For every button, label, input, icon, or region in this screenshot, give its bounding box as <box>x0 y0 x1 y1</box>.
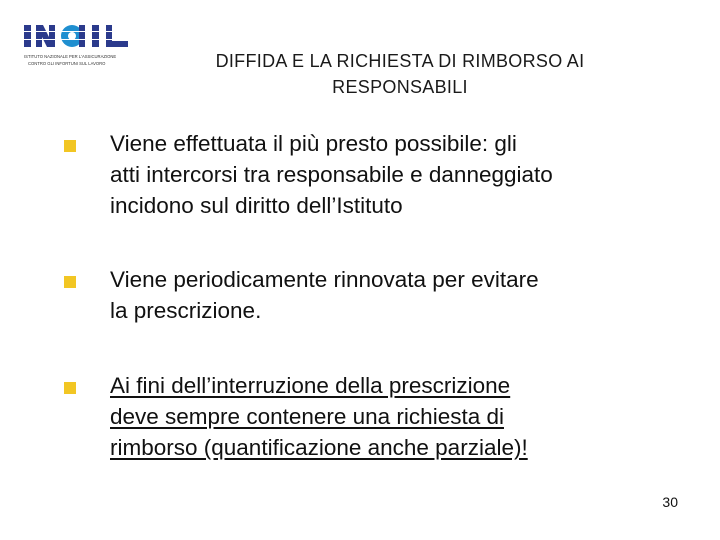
bullet-item <box>64 370 684 463</box>
bullet-line: Viene effettuata il più presto possibile: gli <box>110 131 517 156</box>
logo-tagline-2: CONTRO GLI INFORTUNI SUL LAVORO <box>28 61 106 66</box>
bullet-line: incidono sul diritto dell’Istituto <box>110 193 403 218</box>
bullet-line: atti intercorsi tra responsabile e danneggiato <box>110 162 553 187</box>
inail-logo <box>22 22 134 72</box>
square-bullet-icon <box>64 276 76 288</box>
bullet-text <box>110 264 539 326</box>
slide-title <box>120 48 680 100</box>
bullet-item <box>64 264 684 326</box>
bullet-line: Ai fini dell’interruzione della prescrizione <box>110 373 511 398</box>
bullet-line: deve sempre contenere una richiesta di <box>110 404 504 429</box>
inail-logo-graphic <box>22 22 134 72</box>
page-number: 30 <box>662 494 678 510</box>
slide-title-line-2: RESPONSABILI <box>332 77 468 97</box>
bullet-line: Viene periodicamente rinnovata per evitare <box>110 267 539 292</box>
logo-tagline-1: ISTITUTO NAZIONALE PER L'ASSICURAZIONE <box>24 54 117 59</box>
square-bullet-icon <box>64 382 76 394</box>
square-bullet-icon <box>64 140 76 152</box>
bullet-item <box>64 128 684 221</box>
bullet-line: rimborso (quantificazione anche parziale)! <box>110 435 528 460</box>
bullet-text <box>110 128 553 221</box>
bullet-text-underlined <box>110 370 528 463</box>
slide-title-line-1: DIFFIDA E LA RICHIESTA DI RIMBORSO AI <box>215 51 585 71</box>
bullet-line: la prescrizione. <box>110 298 262 323</box>
